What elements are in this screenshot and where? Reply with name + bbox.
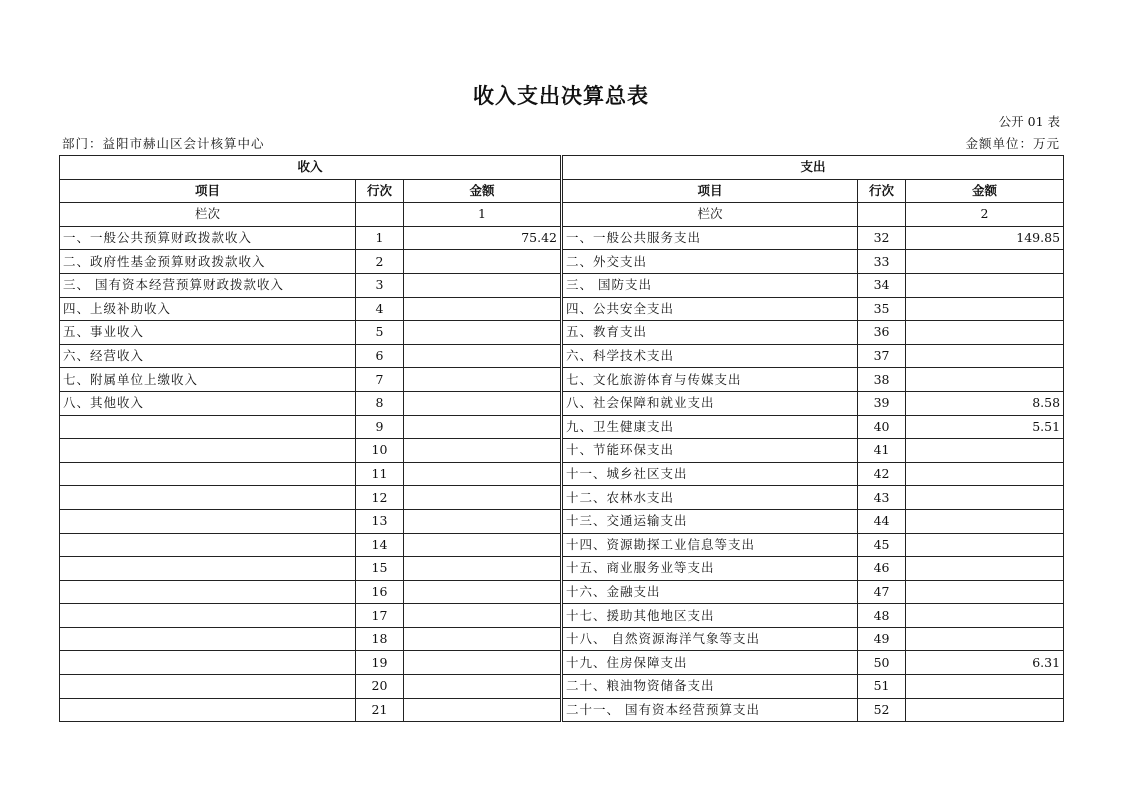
income-item-cell bbox=[60, 509, 356, 533]
income-amount-cell bbox=[404, 344, 562, 368]
income-line-cell: 14 bbox=[356, 533, 404, 557]
income-line-cell: 20 bbox=[356, 675, 404, 699]
expense-item-cell: 四、公共安全支出 bbox=[562, 297, 858, 321]
income-amount-cell bbox=[404, 273, 562, 297]
expense-amount-cell: 149.85 bbox=[906, 226, 1064, 250]
page-title: 收入支出决算总表 bbox=[473, 84, 649, 108]
table-row bbox=[60, 439, 1064, 463]
expense-line-cell: 46 bbox=[858, 557, 906, 581]
income-amount-cell bbox=[404, 297, 562, 321]
expense-line-cell: 48 bbox=[858, 604, 906, 628]
income-item-cell bbox=[60, 557, 356, 581]
expense-item-cell: 十九、住房保障支出 bbox=[562, 651, 858, 675]
expense-amount-cell: 5.51 bbox=[906, 415, 1064, 439]
section-header-row bbox=[60, 156, 1064, 180]
income-item-cell: 六、经营收入 bbox=[60, 344, 356, 368]
expense-item-cell: 一、一般公共服务支出 bbox=[562, 226, 858, 250]
expense-item-cell: 十四、资源勘探工业信息等支出 bbox=[562, 533, 858, 557]
income-line-cell: 4 bbox=[356, 297, 404, 321]
expense-item-cell: 十、节能环保支出 bbox=[562, 439, 858, 463]
income-amount-cell: 75.42 bbox=[404, 226, 562, 250]
expense-item-cell: 九、卫生健康支出 bbox=[562, 415, 858, 439]
income-amount-cell bbox=[404, 368, 562, 392]
expense-amount-cell: 6.31 bbox=[906, 651, 1064, 675]
income-amount-cell bbox=[404, 557, 562, 581]
table-row bbox=[60, 627, 1064, 651]
income-item-cell bbox=[60, 580, 356, 604]
income-line-cell: 3 bbox=[356, 273, 404, 297]
income-line-cell: 7 bbox=[356, 368, 404, 392]
expense-amount-cell bbox=[906, 675, 1064, 699]
income-amount-cell bbox=[404, 391, 562, 415]
income-line-cell: 12 bbox=[356, 486, 404, 510]
table-row bbox=[60, 273, 1064, 297]
income-item-cell bbox=[60, 486, 356, 510]
income-amount-cell bbox=[404, 439, 562, 463]
expense-item-cell: 六、科学技术支出 bbox=[562, 344, 858, 368]
table-row bbox=[60, 557, 1064, 581]
expense-item-cell: 十一、城乡社区支出 bbox=[562, 462, 858, 486]
table-row bbox=[60, 250, 1064, 274]
table-row bbox=[60, 226, 1064, 250]
expense-line-cell: 51 bbox=[858, 675, 906, 699]
income-amount-cell bbox=[404, 698, 562, 722]
expense-amount-cell bbox=[906, 462, 1064, 486]
expense-item-cell: 十二、农林水支出 bbox=[562, 486, 858, 510]
table-row bbox=[60, 368, 1064, 392]
table-body bbox=[60, 226, 1064, 721]
expense-amount-cell bbox=[906, 250, 1064, 274]
income-line-cell: 2 bbox=[356, 250, 404, 274]
expense-line-cell: 47 bbox=[858, 580, 906, 604]
expense-item-cell: 八、社会保障和就业支出 bbox=[562, 391, 858, 415]
income-line-header: 行次 bbox=[356, 179, 404, 203]
expense-line-cell: 42 bbox=[858, 462, 906, 486]
income-line-cell: 21 bbox=[356, 698, 404, 722]
expense-line-cell: 37 bbox=[858, 344, 906, 368]
expense-item-cell: 二十一、 国有资本经营预算支出 bbox=[562, 698, 858, 722]
income-amount-cell bbox=[404, 415, 562, 439]
income-item-cell: 四、上级补助收入 bbox=[60, 297, 356, 321]
expense-amount-cell bbox=[906, 557, 1064, 581]
table-row bbox=[60, 321, 1064, 345]
income-line-cell: 8 bbox=[356, 391, 404, 415]
income-line-cell: 19 bbox=[356, 651, 404, 675]
income-line-cell: 5 bbox=[356, 321, 404, 345]
income-line-cell: 15 bbox=[356, 557, 404, 581]
income-item-cell bbox=[60, 604, 356, 628]
expense-item-cell: 十五、商业服务业等支出 bbox=[562, 557, 858, 581]
table-row bbox=[60, 604, 1064, 628]
expense-line-cell: 43 bbox=[858, 486, 906, 510]
income-amount-cell bbox=[404, 486, 562, 510]
expense-amount-cell bbox=[906, 297, 1064, 321]
income-item-cell: 七、附属单位上缴收入 bbox=[60, 368, 356, 392]
expense-amount-cell bbox=[906, 273, 1064, 297]
expense-line-cell: 36 bbox=[858, 321, 906, 345]
expense-amount-cell bbox=[906, 627, 1064, 651]
expense-line-cell: 45 bbox=[858, 533, 906, 557]
income-item-cell bbox=[60, 651, 356, 675]
table-row bbox=[60, 486, 1064, 510]
income-amount-cell bbox=[404, 627, 562, 651]
income-line-cell: 17 bbox=[356, 604, 404, 628]
income-item-cell bbox=[60, 533, 356, 557]
amount-unit-label: 金额单位：万元 bbox=[965, 136, 1060, 151]
expense-item-cell: 三、 国防支出 bbox=[562, 273, 858, 297]
table-row bbox=[60, 651, 1064, 675]
income-item-cell: 一、一般公共预算财政拨款收入 bbox=[60, 226, 356, 250]
table-row bbox=[60, 344, 1064, 368]
table-row bbox=[60, 533, 1064, 557]
expense-line-cell: 41 bbox=[858, 439, 906, 463]
table-row bbox=[60, 698, 1064, 722]
income-line-cell: 11 bbox=[356, 462, 404, 486]
income-item-cell bbox=[60, 675, 356, 699]
income-line-cell: 9 bbox=[356, 415, 404, 439]
income-line-cell: 18 bbox=[356, 627, 404, 651]
expense-line-cell: 35 bbox=[858, 297, 906, 321]
income-item-cell: 五、事业收入 bbox=[60, 321, 356, 345]
expense-line-cell: 52 bbox=[858, 698, 906, 722]
expense-item-cell: 十八、 自然资源海洋气象等支出 bbox=[562, 627, 858, 651]
income-item-cell: 三、 国有资本经营预算财政拨款收入 bbox=[60, 273, 356, 297]
table-row bbox=[60, 391, 1064, 415]
income-amount-cell bbox=[404, 509, 562, 533]
expense-amount-cell bbox=[906, 533, 1064, 557]
department-label: 部门：益阳市赫山区会计核算中心 bbox=[62, 136, 265, 151]
expense-line-header: 行次 bbox=[858, 179, 906, 203]
expense-line-cell: 49 bbox=[858, 627, 906, 651]
income-item-cell: 二、政府性基金预算财政拨款收入 bbox=[60, 250, 356, 274]
income-amount-header: 金额 bbox=[404, 179, 562, 203]
expense-item-cell: 七、文化旅游体育与传媒支出 bbox=[562, 368, 858, 392]
expense-section-header: 支出 bbox=[562, 156, 1064, 180]
income-amount-cell bbox=[404, 651, 562, 675]
income-item-header: 项目 bbox=[60, 179, 356, 203]
expense-item-cell: 十三、交通运输支出 bbox=[562, 509, 858, 533]
expense-amount-cell bbox=[906, 580, 1064, 604]
table-row bbox=[60, 675, 1064, 699]
income-section-header: 收入 bbox=[60, 156, 562, 180]
column-code-row bbox=[60, 203, 1064, 227]
expense-amount-cell: 8.58 bbox=[906, 391, 1064, 415]
income-amount-cell bbox=[404, 533, 562, 557]
expense-amount-cell bbox=[906, 509, 1064, 533]
income-line-cell: 10 bbox=[356, 439, 404, 463]
expense-item-cell: 二、外交支出 bbox=[562, 250, 858, 274]
income-amount-cell bbox=[404, 580, 562, 604]
expense-item-code: 栏次 bbox=[562, 203, 858, 227]
expense-amount-cell bbox=[906, 344, 1064, 368]
expense-line-cell: 44 bbox=[858, 509, 906, 533]
income-amount-cell bbox=[404, 250, 562, 274]
expense-amount-cell bbox=[906, 439, 1064, 463]
expense-item-cell: 十六、金融支出 bbox=[562, 580, 858, 604]
expense-line-code bbox=[858, 203, 906, 227]
table-row bbox=[60, 580, 1064, 604]
expense-amount-cell bbox=[906, 604, 1064, 628]
expense-amount-cell bbox=[906, 698, 1064, 722]
income-item-cell: 八、其他收入 bbox=[60, 391, 356, 415]
income-amount-code: 1 bbox=[404, 203, 562, 227]
income-amount-cell bbox=[404, 675, 562, 699]
income-item-cell bbox=[60, 698, 356, 722]
income-item-cell bbox=[60, 415, 356, 439]
income-line-cell: 6 bbox=[356, 344, 404, 368]
income-item-cell bbox=[60, 462, 356, 486]
column-header-row bbox=[60, 179, 1064, 203]
expense-item-cell: 十七、援助其他地区支出 bbox=[562, 604, 858, 628]
expense-line-cell: 32 bbox=[858, 226, 906, 250]
expense-item-cell: 二十、粮油物资储备支出 bbox=[562, 675, 858, 699]
table-row bbox=[60, 415, 1064, 439]
table-row bbox=[60, 297, 1064, 321]
income-expense-table bbox=[59, 155, 1064, 722]
expense-item-header: 项目 bbox=[562, 179, 858, 203]
income-line-cell: 13 bbox=[356, 509, 404, 533]
expense-line-cell: 33 bbox=[858, 250, 906, 274]
expense-line-cell: 40 bbox=[858, 415, 906, 439]
expense-line-cell: 39 bbox=[858, 391, 906, 415]
expense-line-cell: 50 bbox=[858, 651, 906, 675]
income-amount-cell bbox=[404, 321, 562, 345]
expense-amount-header: 金额 bbox=[906, 179, 1064, 203]
expense-line-cell: 34 bbox=[858, 273, 906, 297]
table-row bbox=[60, 462, 1064, 486]
income-line-cell: 1 bbox=[356, 226, 404, 250]
expense-amount-cell bbox=[906, 321, 1064, 345]
expense-item-cell: 五、教育支出 bbox=[562, 321, 858, 345]
expense-amount-cell bbox=[906, 486, 1064, 510]
expense-amount-code: 2 bbox=[906, 203, 1064, 227]
table-row bbox=[60, 509, 1064, 533]
income-line-code bbox=[356, 203, 404, 227]
expense-line-cell: 38 bbox=[858, 368, 906, 392]
income-line-cell: 16 bbox=[356, 580, 404, 604]
income-amount-cell bbox=[404, 604, 562, 628]
income-item-cell bbox=[60, 627, 356, 651]
income-item-cell bbox=[60, 439, 356, 463]
form-number: 公开 01 表 bbox=[998, 114, 1060, 129]
income-item-code: 栏次 bbox=[60, 203, 356, 227]
income-amount-cell bbox=[404, 462, 562, 486]
expense-amount-cell bbox=[906, 368, 1064, 392]
